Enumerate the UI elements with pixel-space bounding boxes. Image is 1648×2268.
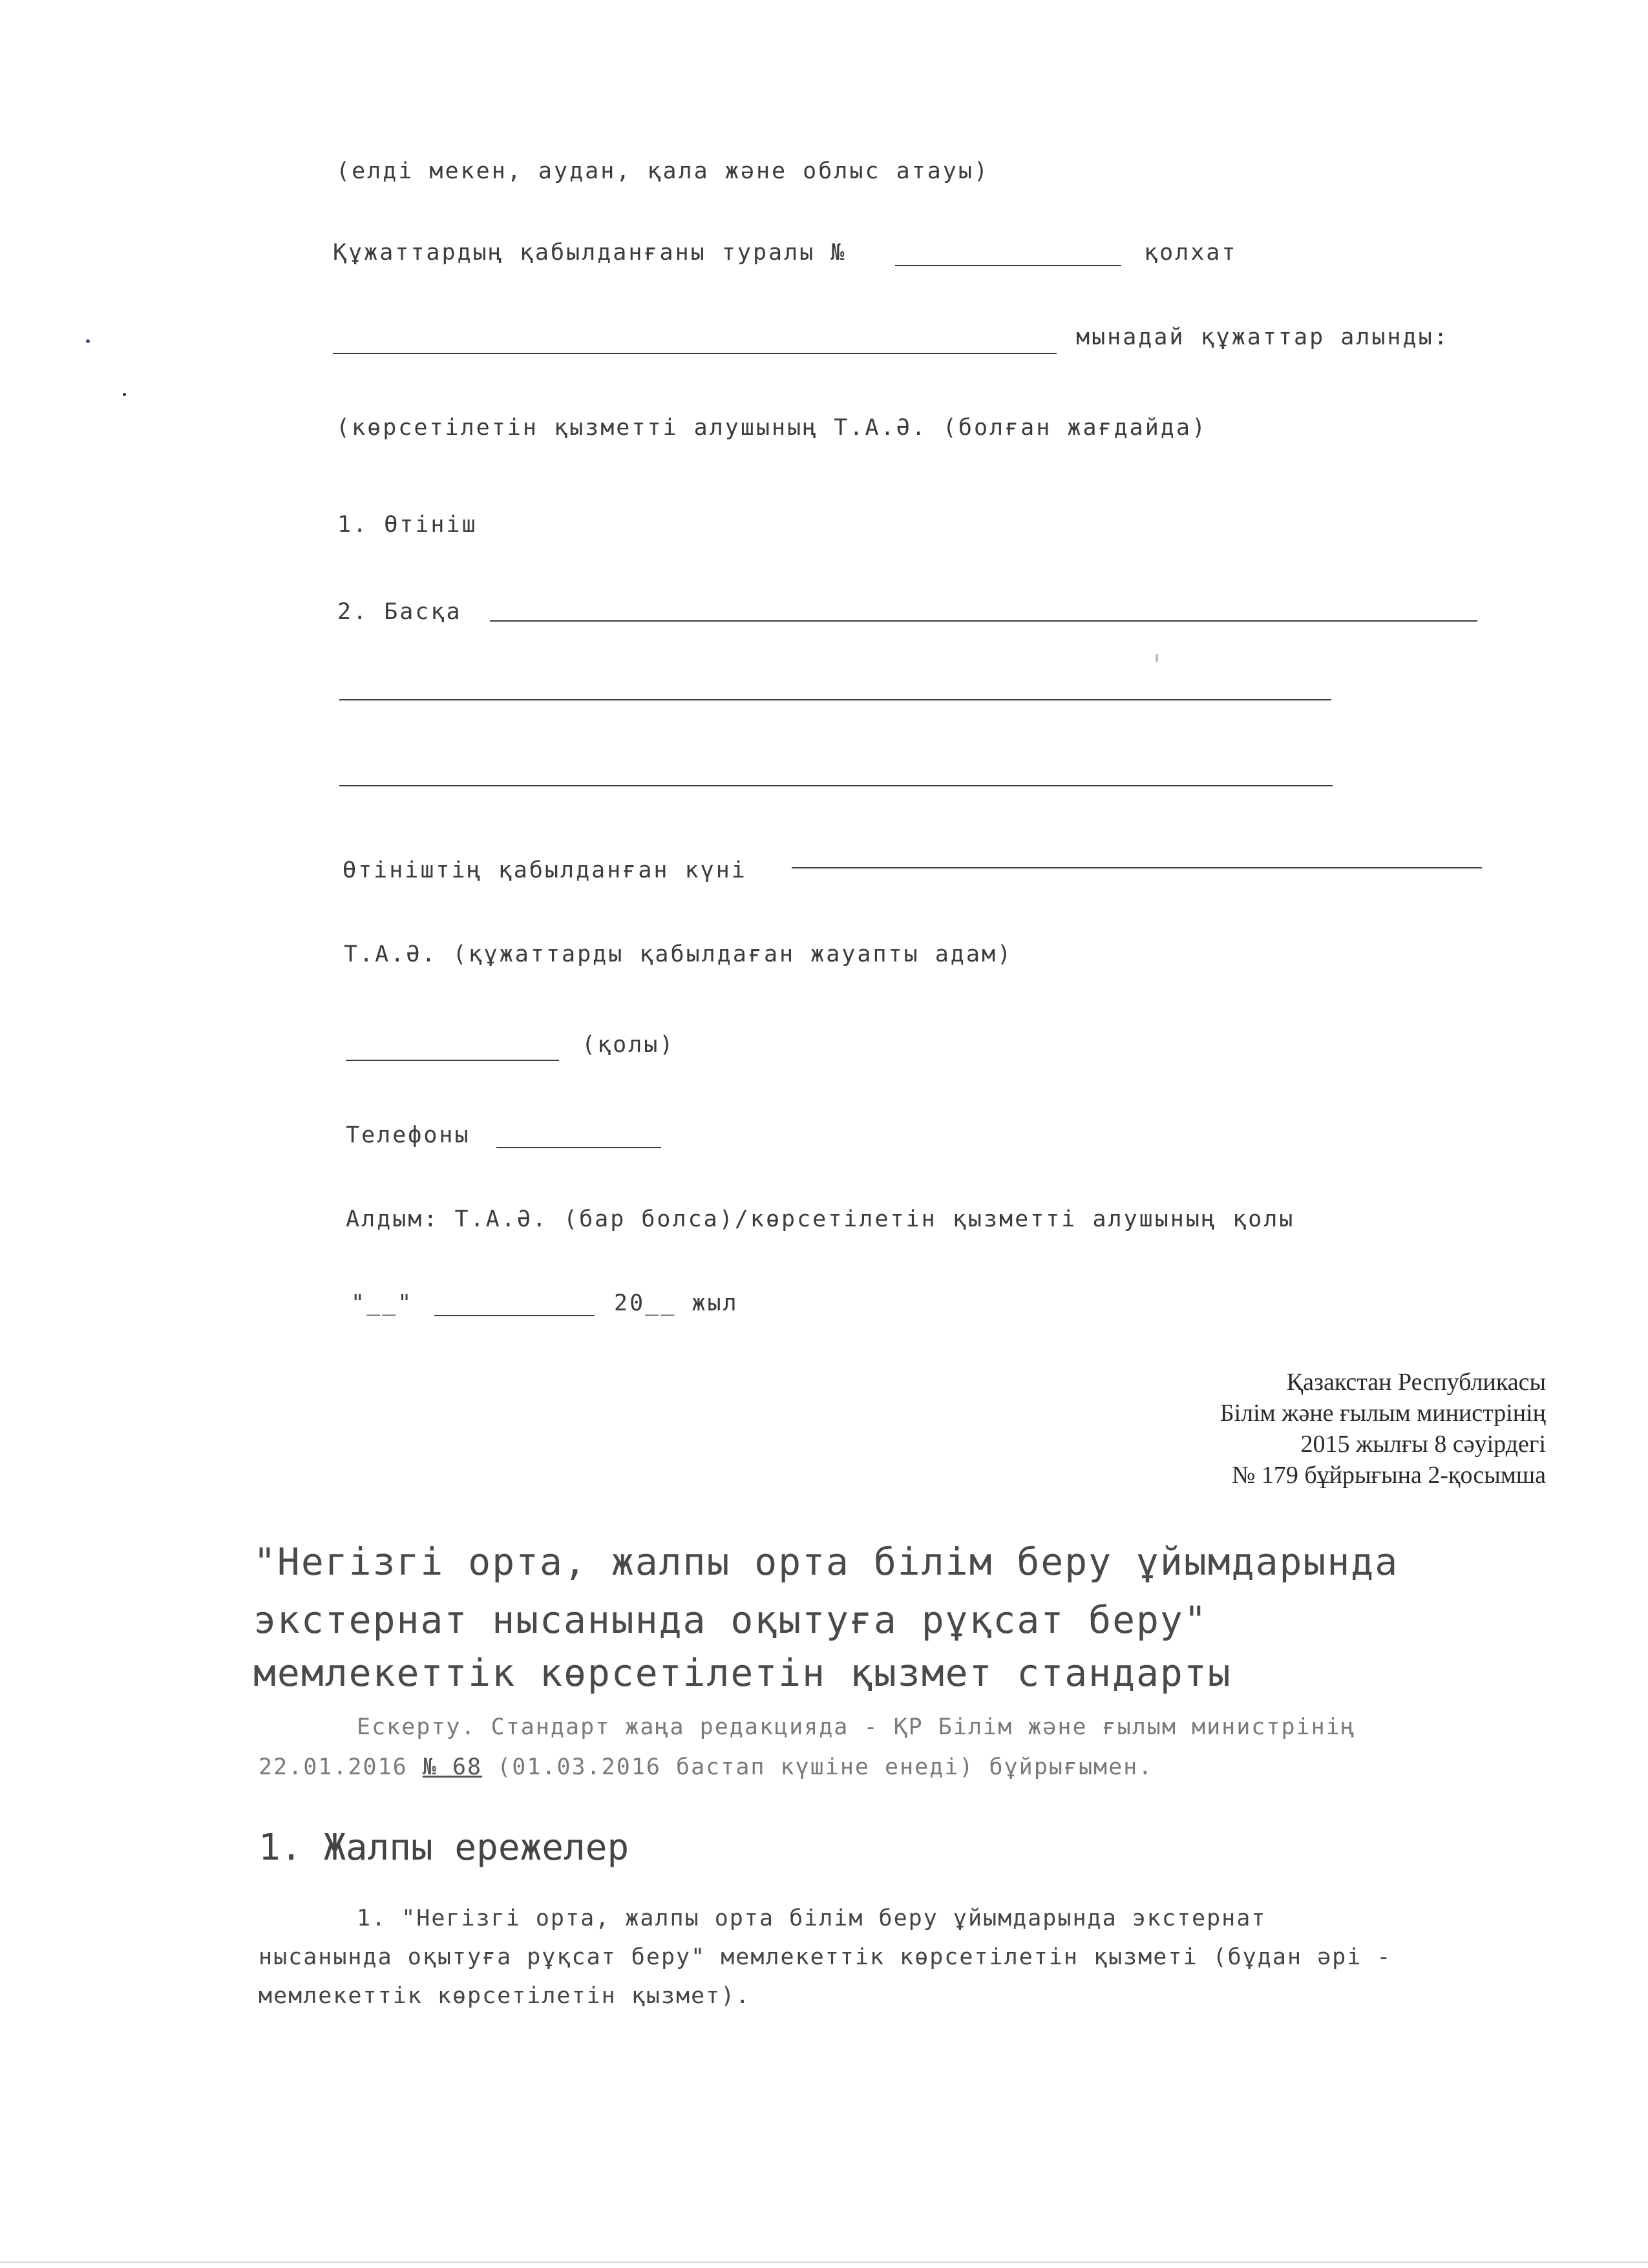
- date-year-prefix: 20: [614, 1290, 646, 1316]
- order-link[interactable]: № 68: [422, 1754, 483, 1780]
- date-year: [614, 1292, 739, 1315]
- received-by-label: Алдым: Т.А.Ә. (бар болса)/көрсетілетін қызметті алушының қолы: [346, 1206, 1295, 1232]
- recipient-caption: (көрсетілетін қызметті алушының Т.А.Ә. (болған жағдайда): [336, 415, 1208, 441]
- date-day-blank: __: [366, 1290, 398, 1316]
- receipt-number-field[interactable]: [895, 265, 1121, 266]
- other-documents-field-1[interactable]: [490, 620, 1477, 622]
- date-close-quote: ": [397, 1290, 414, 1316]
- date-year-word: жыл: [692, 1290, 739, 1316]
- list-item-other: 2. Басқа: [337, 599, 462, 625]
- other-documents-field-2[interactable]: [339, 699, 1331, 700]
- date-day: [351, 1292, 413, 1315]
- locality-caption: (елді мекен, аудан, қала және облыс атауы): [336, 158, 990, 184]
- standard-title-line-1: "Негізгі орта, жалпы орта білім беру ұйымдарында: [253, 1540, 1399, 1584]
- recipient-name-field[interactable]: [333, 353, 1057, 354]
- scan-speck: [86, 339, 90, 343]
- received-documents-label: мынадай құжаттар алынды:: [1076, 324, 1450, 350]
- scan-edge: [0, 2262, 1648, 2263]
- paragraph-line-3: мемлекеттік көрсетілетін қызмет).: [259, 1983, 751, 2009]
- amendment-date: 22.01.2016: [259, 1754, 408, 1780]
- amendment-note-line-2: [259, 1756, 1153, 1779]
- date-year-blank: __: [645, 1290, 677, 1316]
- date-open-quote: ": [351, 1290, 367, 1316]
- paragraph-line-2: нысанында оқытуға рұқсат беру" мемлекеттік көрсетілетін қызметі (бұдан әрі -: [259, 1944, 1392, 1970]
- date-month-field[interactable]: [434, 1315, 595, 1316]
- annex-line-1: Қазакстан Республикасы: [1286, 1369, 1546, 1396]
- scan-speck: [123, 393, 126, 396]
- phone-label: Телефоны: [346, 1122, 470, 1148]
- other-documents-field-3[interactable]: [339, 785, 1333, 786]
- annex-line-3: 2015 жылғы 8 сәуірдегі: [1300, 1431, 1546, 1458]
- standard-title-line-2: экстернат нысанында оқытуға рұқсат беру": [253, 1598, 1208, 1642]
- application-date-label: Өтініштің қабылданған күні: [343, 857, 747, 883]
- paragraph-line-1: 1. "Негізгі орта, жалпы орта білім беру ұйымдарында экстернат: [357, 1906, 1267, 1931]
- standard-title-line-3: мемлекеттік көрсетілетін қызмет стандарты: [253, 1651, 1232, 1695]
- annex-line-2: Білім және ғылым министрінің: [1220, 1400, 1546, 1427]
- list-item-application: 1. Өтініш: [337, 512, 478, 538]
- annex-line-4: № 179 бұйрығына 2-қосымша: [1232, 1462, 1546, 1489]
- receipt-title-prefix: Құжаттардың қабылданғаны туралы №: [333, 240, 847, 266]
- scan-speck: [1156, 654, 1158, 662]
- section-heading: 1. Жалпы ережелер: [259, 1827, 629, 1869]
- application-date-field[interactable]: [792, 867, 1482, 868]
- receipt-title-suffix: қолхат: [1144, 240, 1238, 266]
- amendment-effective: (01.03.2016 бастап күшіне енеді) бұйрығымен.: [497, 1754, 1154, 1780]
- signature-field[interactable]: [346, 1060, 559, 1061]
- responsible-person-label: Т.А.Ә. (құжаттарды қабылдаған жауапты адам): [344, 941, 1013, 967]
- amendment-note-line-1: Ескерту. Стандарт жаңа редакцияда - ҚР Білім және ғылым министрінің: [357, 1714, 1356, 1740]
- phone-field[interactable]: [496, 1147, 661, 1148]
- signature-label: (қолы): [582, 1032, 675, 1058]
